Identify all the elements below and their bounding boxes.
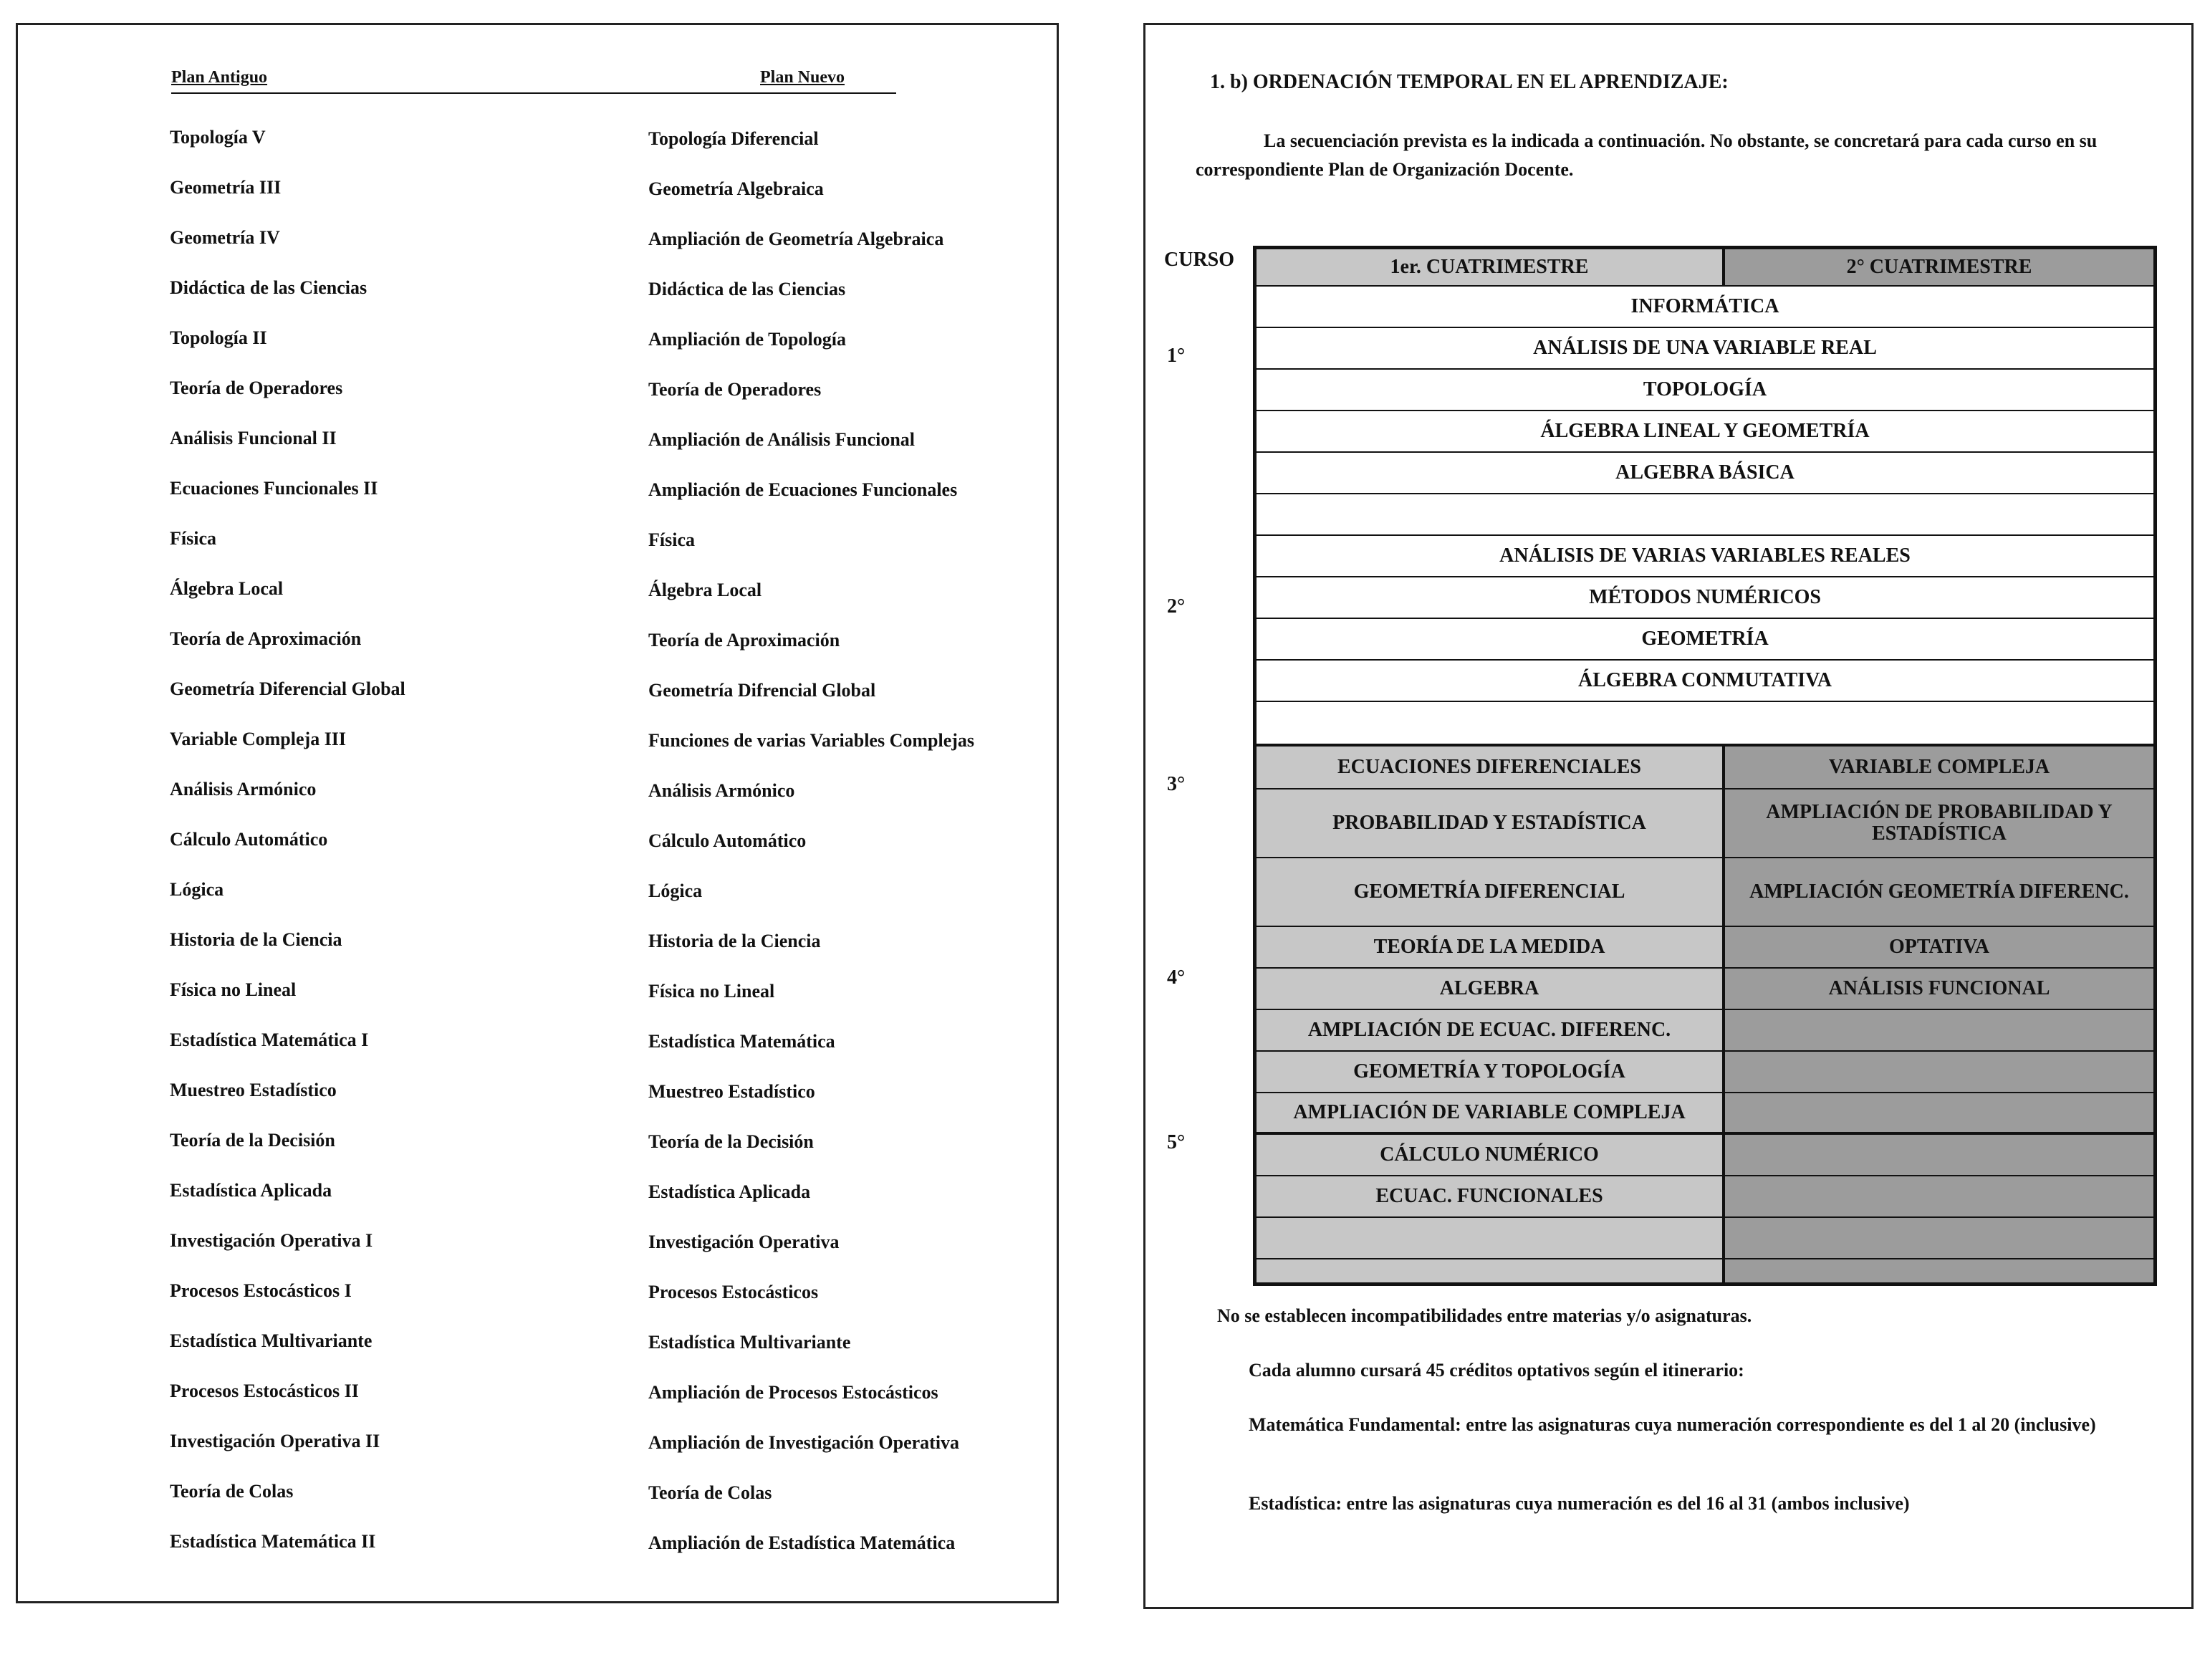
semester-header-row (1257, 249, 2153, 287)
year-label-4: 4° (1167, 966, 1186, 989)
year1-subject: ÁLGEBRA LINEAL Y GEOMETRÍA (1257, 411, 2153, 451)
year3-sem1-subject: GEOMETRÍA DIFERENCIAL (1257, 858, 1725, 926)
old-plan-course: Investigación Operativa II (170, 1431, 380, 1451)
old-plan-course: Lógica (170, 879, 224, 900)
old-plan-course: Didáctica de las Ciencias (170, 277, 367, 298)
old-plan-course: Teoría de Operadores (170, 378, 343, 398)
new-plan-course: Lógica (648, 880, 703, 901)
year1-subject: ANÁLISIS DE UNA VARIABLE REAL (1257, 328, 2153, 368)
course-row (18, 628, 1057, 678)
year5-row (1257, 1135, 2153, 1176)
year3-sem1-subject: ECUACIONES DIFERENCIALES (1257, 747, 1725, 788)
new-plan-course: Teoría de Operadores (648, 379, 822, 400)
old-plan-course: Teoría de la Decisión (170, 1130, 335, 1151)
year3-sem2-subject: VARIABLE COMPLEJA (1725, 747, 2153, 788)
new-plan-course: Estadística Multivariante (648, 1332, 851, 1353)
course-row (18, 1481, 1057, 1531)
course-row (18, 528, 1057, 578)
new-plan-course: Ampliación de Topología (648, 329, 846, 350)
left-page (16, 23, 1059, 1603)
old-plan-course: Teoría de Colas (170, 1481, 294, 1502)
header-rule (171, 92, 896, 94)
old-plan-course: Geometría Diferencial Global (170, 678, 405, 699)
year2-row (1257, 661, 2153, 702)
old-plan-course: Geometría IV (170, 227, 280, 248)
curso-label: CURSO (1164, 249, 1235, 271)
old-plan-course: Procesos Estocásticos II (170, 1381, 359, 1401)
course-row (18, 1180, 1057, 1230)
year4-row (1257, 969, 2153, 1010)
old-plan-course: Estadística Matemática II (170, 1531, 376, 1552)
year-label-1: 1° (1167, 345, 1186, 367)
year2-row (1257, 577, 2153, 619)
course-row (18, 678, 1057, 729)
old-plan-course: Muestreo Estadístico (170, 1080, 337, 1100)
new-plan-course: Teoría de Aproximación (648, 630, 840, 651)
new-plan-course: Estadística Aplicada (648, 1181, 811, 1202)
new-plan-course: Historia de la Ciencia (648, 931, 821, 951)
year3-row (1257, 789, 2153, 858)
year1-row (1257, 328, 2153, 370)
course-row (18, 1130, 1057, 1180)
year1-row (1257, 411, 2153, 453)
course-row (18, 879, 1057, 929)
new-plan-course: Ampliación de Investigación Operativa (648, 1432, 960, 1453)
old-plan-course: Estadística Matemática I (170, 1029, 369, 1050)
semester-1-header: 1er. CUATRIMESTRE (1257, 249, 1725, 285)
year2-subject: ÁLGEBRA CONMUTATIVA (1257, 661, 2153, 701)
course-row (18, 227, 1057, 277)
new-plan-course: Ampliación de Análisis Funcional (648, 429, 916, 450)
year-label-3: 3° (1167, 773, 1186, 795)
year2-subject: ANÁLISIS DE VARIAS VARIABLES REALES (1257, 536, 2153, 576)
year3-row (1257, 747, 2153, 789)
old-plan-course: Álgebra Local (170, 578, 284, 599)
fundamental-note: Matemática Fundamental: entre las asignaturas cuya numeración correspondiente es del 1 al 20 (inclusive) (1249, 1414, 2096, 1435)
new-plan-course: Álgebra Local (648, 580, 762, 600)
year4-row (1257, 1052, 2153, 1093)
old-plan-course: Topología II (170, 327, 267, 348)
new-plan-course: Topología Diferencial (648, 128, 819, 149)
intro-paragraph: La secuenciación prevista es la indicada a continuación. No obstante, se concretará para cada curso en su correspondiente Plan de Organización Docente. (1196, 130, 2098, 180)
new-plan-course: Análisis Armónico (648, 780, 795, 801)
new-plan-course: Ampliación de Procesos Estocásticos (648, 1382, 938, 1403)
old-plan-course: Cálculo Automático (170, 829, 328, 850)
schedule-table (1253, 246, 2157, 1286)
year4-sem1-subject: AMPLIACIÓN DE ECUAC. DIFERENC. (1257, 1010, 1725, 1050)
course-equivalence-list (18, 127, 1057, 1581)
old-plan-course: Análisis Armónico (170, 779, 317, 800)
new-plan-course: Ampliación de Ecuaciones Funcionales (648, 479, 958, 500)
course-row (18, 979, 1057, 1029)
year1-row (1257, 370, 2153, 411)
course-row (18, 478, 1057, 528)
course-row (18, 428, 1057, 478)
course-row (18, 929, 1057, 979)
year4-sem1-subject: AMPLIACIÓN DE VARIABLE COMPLEJA (1257, 1093, 1725, 1132)
year1-subject: TOPOLOGÍA (1257, 370, 2153, 410)
course-row (18, 1280, 1057, 1330)
year3-sem2-subject: AMPLIACIÓN GEOMETRÍA DIFERENC. (1725, 858, 2153, 926)
old-plan-course: Geometría III (170, 177, 282, 198)
course-row (18, 829, 1057, 879)
year5-row (1257, 1218, 2153, 1259)
year5-sem1-subject (1257, 1259, 1725, 1282)
year4-sem2-subject (1725, 1093, 2153, 1132)
year-label-5: 5° (1167, 1131, 1186, 1153)
year3-sem1-subject: PROBABILIDAD Y ESTADÍSTICA (1257, 789, 1725, 857)
year4-sem2-subject (1725, 1010, 2153, 1050)
old-plan-course: Topología V (170, 127, 266, 148)
year5-sem2-subject (1725, 1218, 2153, 1258)
old-plan-course: Procesos Estocásticos I (170, 1280, 352, 1301)
year1-row (1257, 287, 2153, 328)
year5-sem1-subject (1257, 1218, 1725, 1258)
new-plan-course: Procesos Estocásticos (648, 1282, 819, 1302)
year-label-2: 2° (1167, 595, 1186, 618)
course-row (18, 1029, 1057, 1080)
plan-nuevo-header: Plan Nuevo (760, 68, 845, 87)
year4-sem2-subject: ANÁLISIS FUNCIONAL (1725, 969, 2153, 1009)
old-plan-course: Teoría de Aproximación (170, 628, 362, 649)
course-row (18, 327, 1057, 378)
plan-antiguo-header: Plan Antiguo (171, 68, 268, 87)
year3-sem2-subject: OPTATIVA (1725, 927, 2153, 967)
year3-row (1257, 927, 2153, 969)
year4-sem2-subject (1725, 1052, 2153, 1092)
year2-subject: MÉTODOS NUMÉRICOS (1257, 577, 2153, 618)
statistics-note: Estadística: entre las asignaturas cuya numeración es del 16 al 31 (ambos inclusive) (1249, 1493, 1910, 1514)
year1-subject: ALGEBRA BÁSICA (1257, 453, 2153, 493)
new-plan-course: Ampliación de Estadística Matemática (648, 1532, 956, 1553)
new-plan-course: Teoría de la Decisión (648, 1131, 814, 1152)
course-row (18, 578, 1057, 628)
course-row (18, 277, 1057, 327)
old-plan-course: Física no Lineal (170, 979, 297, 1000)
course-row (18, 779, 1057, 829)
course-row (18, 378, 1057, 428)
old-plan-course: Variable Compleja III (170, 729, 347, 749)
old-plan-course: Estadística Aplicada (170, 1180, 332, 1201)
course-row (18, 1381, 1057, 1431)
year5-row (1257, 1176, 2153, 1218)
year1-row (1257, 453, 2153, 494)
course-row (18, 1431, 1057, 1481)
course-row (18, 1080, 1057, 1130)
year4-row (1257, 1010, 2153, 1052)
year5-sem2-subject (1725, 1176, 2153, 1216)
course-row (18, 177, 1057, 227)
old-plan-course: Historia de la Ciencia (170, 929, 342, 950)
old-plan-course: Física (170, 528, 216, 549)
incompatibility-note: No se establecen incompatibilidades entre materias y/o asignaturas. (1217, 1305, 1752, 1326)
new-plan-course: Estadística Matemática (648, 1031, 835, 1052)
year3-row (1257, 858, 2153, 927)
course-row (18, 1330, 1057, 1381)
year2-row (1257, 619, 2153, 661)
course-row (18, 729, 1057, 779)
year5-sem1-subject: ECUAC. FUNCIONALES (1257, 1176, 1725, 1216)
year1-subject: INFORMÁTICA (1257, 287, 2153, 327)
new-plan-course: Teoría de Colas (648, 1482, 772, 1503)
right-page (1143, 23, 2194, 1609)
new-plan-course: Física (648, 529, 695, 550)
new-plan-course: Física no Lineal (648, 981, 775, 1002)
new-plan-course: Ampliación de Geometría Algebraica (648, 229, 944, 249)
year5-sem2-subject (1725, 1135, 2153, 1175)
blank-row (1257, 494, 2153, 536)
old-plan-course: Estadística Multivariante (170, 1330, 373, 1351)
blank-row (1257, 702, 2153, 747)
year5-sem2-subject (1725, 1259, 2153, 1282)
new-plan-course: Investigación Operativa (648, 1232, 840, 1252)
year2-row (1257, 536, 2153, 577)
year4-sem1-subject: ALGEBRA (1257, 969, 1725, 1009)
new-plan-course: Geometría Algebraica (648, 178, 824, 199)
old-plan-course: Análisis Funcional II (170, 428, 337, 448)
year3-sem1-subject: TEORÍA DE LA MEDIDA (1257, 927, 1725, 967)
old-plan-course: Investigación Operativa I (170, 1230, 373, 1251)
course-row (18, 1230, 1057, 1280)
new-plan-course: Muestreo Estadístico (648, 1081, 815, 1102)
year3-sem2-subject: AMPLIACIÓN DE PROBABILIDAD Y ESTADÍSTICA (1725, 789, 2153, 857)
new-plan-course: Funciones de varias Variables Complejas (648, 730, 975, 751)
year5-sem1-subject: CÁLCULO NUMÉRICO (1257, 1135, 1725, 1175)
year4-row (1257, 1093, 2153, 1135)
section-heading: 1. b) ORDENACIÓN TEMPORAL EN EL APRENDIZAJE: (1210, 71, 1729, 93)
course-row (18, 1531, 1057, 1581)
year2-subject: GEOMETRÍA (1257, 619, 2153, 659)
new-plan-course: Didáctica de las Ciencias (648, 279, 846, 299)
year4-sem1-subject: GEOMETRÍA Y TOPOLOGÍA (1257, 1052, 1725, 1092)
new-plan-course: Cálculo Automático (648, 830, 807, 851)
semester-2-header: 2° CUATRIMESTRE (1725, 249, 2153, 285)
course-row (18, 127, 1057, 177)
old-plan-course: Ecuaciones Funcionales II (170, 478, 378, 499)
credits-note: Cada alumno cursará 45 créditos optativos según el itinerario: (1249, 1360, 1744, 1381)
year5-row (1257, 1259, 2153, 1282)
new-plan-course: Geometría Difrencial Global (648, 680, 876, 701)
